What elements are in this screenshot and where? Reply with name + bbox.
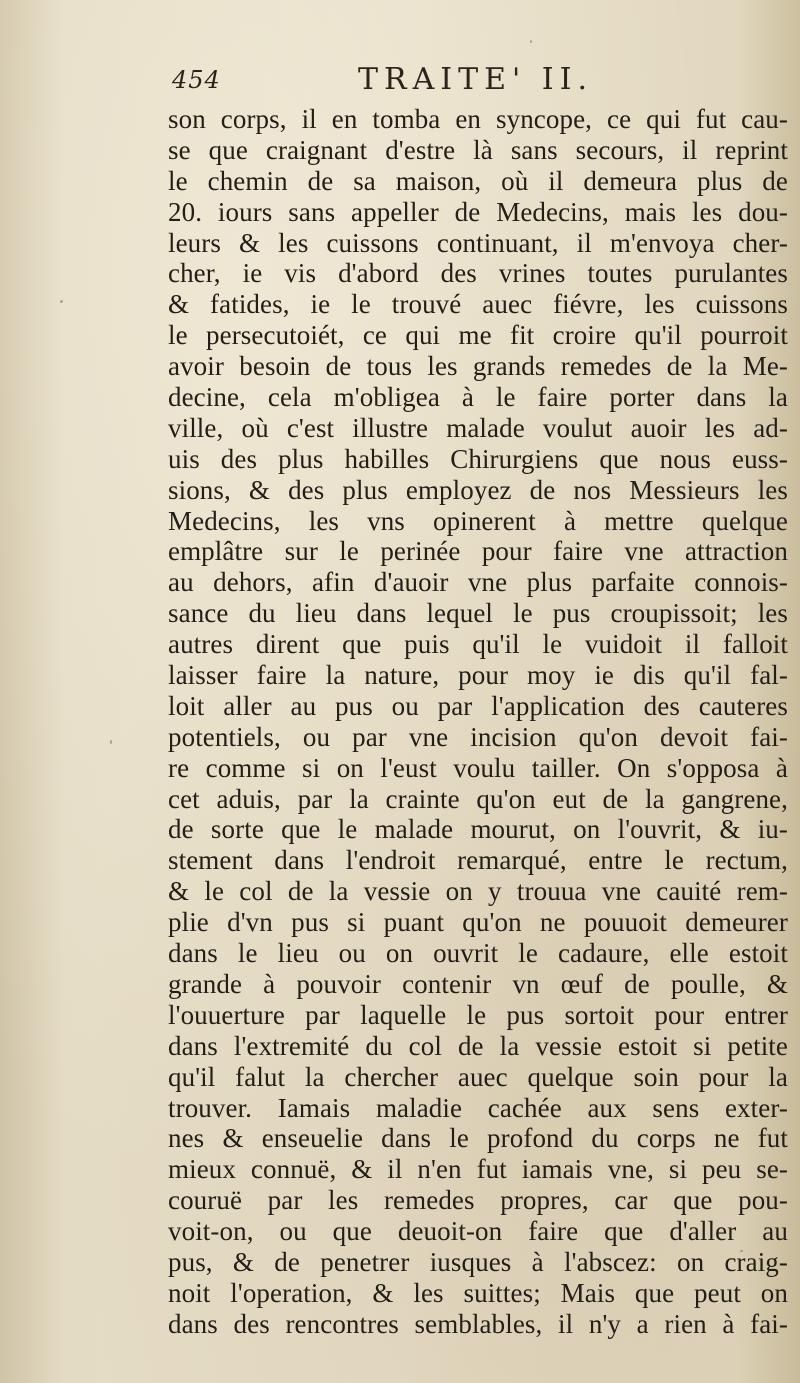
text-line: dans le lieu ou on ouvrit le cadaure, elle estoit xyxy=(168,938,788,969)
text-line: cet aduis, par la crainte qu'on eut de la gangrene, xyxy=(168,783,788,814)
text-line: le persecutoiét, ce qui me fit croire qu'il pourroit xyxy=(168,320,788,351)
paper-speck xyxy=(110,740,112,744)
text-line: sance du lieu dans lequel le pus croupissoit; les xyxy=(168,598,788,629)
text-line: son corps, il en tomba en syncope, ce qui fut cau- xyxy=(168,104,788,134)
text-line: leurs & les cuissons continuant, il m'envoya cher- xyxy=(168,227,788,258)
text-line: sions, & des plus employez de nos Messieurs les xyxy=(168,474,788,505)
text-line: decine, cela m'obligea à le faire porter dans la xyxy=(168,382,788,413)
text-line: autres dirent que puis qu'il le vuidoit il falloit xyxy=(168,629,788,660)
text-line: cher, ie vis d'abord des vrines toutes purulantes xyxy=(168,258,788,289)
text-line: au dehors, afin d'auoir vne plus parfaite connois- xyxy=(168,567,788,598)
text-line: & fatides, ie le trouvé auec fiévre, les cuissons xyxy=(168,289,788,320)
text-line: Medecins, les vns opinerent à mettre quelque xyxy=(168,505,788,536)
text-line: nes & enseuelie dans le profond du corps ne fut xyxy=(168,1123,788,1154)
paper-speck xyxy=(530,40,532,43)
text-line: se que craignant d'estre là sans secours, il reprint xyxy=(168,134,788,165)
paper-speck xyxy=(60,300,63,303)
text-line: dans l'extremité du col de la vessie estoit si petite xyxy=(168,1030,788,1061)
paper-speck xyxy=(740,1250,743,1252)
text-line: dans des rencontres semblables, il n'y a rien à fai- xyxy=(168,1308,788,1339)
text-line: potentiels, ou par vne incision qu'on devoit fai- xyxy=(168,721,788,752)
text-line: qu'il falut la chercher auec quelque soin pour la xyxy=(168,1061,788,1092)
text-line: uis des plus habilles Chirurgiens que nous euss- xyxy=(168,443,788,474)
text-line: mieux connuë, & il n'en fut iamais vne, si peu se- xyxy=(168,1154,788,1185)
text-line: plie d'vn pus si puant qu'on ne pouuoit demeurer xyxy=(168,907,788,938)
text-line: voit-on, ou que deuoit-on faire que d'aller au xyxy=(168,1216,788,1247)
text-line: laisser faire la nature, pour moy ie dis qu'il fal- xyxy=(168,660,788,691)
text-line: & le col de la vessie on y trouua vne cauité rem- xyxy=(168,876,788,907)
text-line: ville, où c'est illustre malade voulut auoir les ad- xyxy=(168,412,788,443)
text-line: emplâtre sur le perinée pour faire vne attraction xyxy=(168,536,788,567)
text-line: loit aller au pus ou par l'application des cauteres xyxy=(168,690,788,721)
text-line: avoir besoin de tous les grands remedes de la Me- xyxy=(168,351,788,382)
text-line: couruë par les remedes propres, car que pou- xyxy=(168,1185,788,1216)
text-line: stement dans l'endroit remarqué, entre le rectum, xyxy=(168,845,788,876)
page-number: 454 xyxy=(172,66,221,94)
body-text xyxy=(168,104,788,1340)
text-line: grande à pouvoir contenir vn œuf de poulle, & xyxy=(168,968,788,999)
text-line: re comme si on l'eust voulu tailler. On s'opposa à xyxy=(168,752,788,783)
text-line: de sorte que le malade mourut, on l'ouvrit, & iu- xyxy=(168,814,788,845)
text-line: l'ouuerture par laquelle le pus sortoit pour entrer xyxy=(168,999,788,1030)
text-line: le chemin de sa maison, où il demeura plus de xyxy=(168,165,788,196)
text-line: noit l'operation, & les suittes; Mais que peut on xyxy=(168,1277,788,1308)
text-line: trouver. Iamais maladie cachée aux sens exter- xyxy=(168,1092,788,1123)
running-head xyxy=(168,60,788,100)
text-line: 20. iours sans appeller de Medecins, mais les dou- xyxy=(168,196,788,227)
text-line: pus, & de penetrer iusques à l'abscez: on craig- xyxy=(168,1246,788,1277)
running-title: TRAITE' II. xyxy=(358,62,594,97)
